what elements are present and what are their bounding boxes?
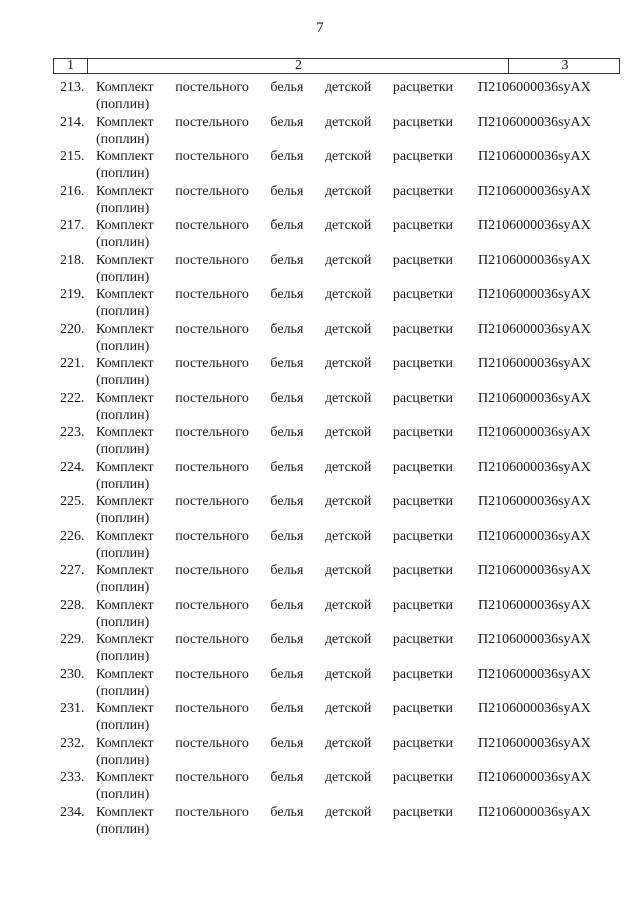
desc-word: постельного: [175, 528, 249, 544]
desc-word: Комплект: [96, 287, 154, 302]
desc-line-2: (поплин): [96, 683, 150, 699]
desc-word: Комплект: [96, 356, 154, 371]
desc-word: белья: [270, 149, 304, 164]
row-code: П2106000036syAX: [478, 459, 591, 475]
table-row: [0, 352, 640, 387]
desc-word: детской: [324, 735, 372, 751]
desc-word: расцветки: [392, 528, 453, 544]
desc-word: белья: [270, 287, 304, 302]
page-number: 7: [316, 20, 324, 36]
desc-line-2: (поплин): [96, 476, 150, 492]
row-description: [96, 735, 456, 769]
table-row: [0, 663, 640, 698]
row-number: 217.: [60, 218, 85, 233]
table-row: [0, 490, 640, 525]
row-number: 229.: [60, 632, 85, 647]
desc-line-2: (поплин): [96, 718, 150, 733]
desc-word: белья: [270, 701, 304, 716]
row-description: [96, 148, 456, 182]
desc-word: белья: [270, 80, 304, 95]
desc-word: белья: [270, 252, 304, 268]
row-number: 234.: [60, 804, 85, 820]
desc-word: расцветки: [392, 632, 453, 647]
desc-word: постельного: [175, 563, 249, 578]
desc-word: постельного: [175, 252, 249, 268]
row-description: [96, 769, 456, 803]
row-description: [96, 114, 456, 148]
desc-word: Комплект: [96, 390, 154, 406]
desc-word: детской: [324, 356, 372, 371]
row-description: [96, 597, 456, 631]
row-number: 225.: [60, 494, 85, 509]
desc-word: белья: [270, 563, 304, 578]
desc-word: Комплект: [96, 597, 154, 613]
table-row: [0, 766, 640, 801]
desc-word: расцветки: [392, 494, 453, 509]
desc-word: Комплект: [96, 701, 154, 716]
row-code: П2106000036syAX: [478, 183, 591, 199]
desc-word: постельного: [175, 114, 249, 130]
desc-word: детской: [324, 183, 372, 199]
desc-line-2: (поплин): [96, 787, 150, 802]
table-row: [0, 318, 640, 353]
desc-word: Комплект: [96, 666, 154, 682]
desc-word: белья: [270, 632, 304, 647]
row-code: П2106000036syAX: [478, 597, 591, 613]
table-row: [0, 387, 640, 422]
desc-word: постельного: [175, 183, 249, 199]
desc-word: постельного: [175, 459, 249, 475]
row-number: 219.: [60, 287, 85, 302]
desc-word: детской: [324, 80, 372, 95]
row-number: 214.: [60, 114, 85, 130]
row-code: П2106000036syAX: [478, 666, 591, 682]
desc-word: расцветки: [392, 770, 453, 785]
row-description: [96, 631, 456, 665]
row-description: [96, 700, 456, 734]
header-col-2: 2: [87, 58, 509, 74]
table-row: [0, 421, 640, 456]
desc-word: детской: [324, 321, 372, 337]
row-description: [96, 528, 456, 562]
desc-word: расцветки: [392, 356, 453, 371]
desc-word: расцветки: [392, 149, 453, 164]
row-description: [96, 562, 456, 596]
desc-word: детской: [324, 563, 372, 578]
desc-word: белья: [270, 597, 304, 613]
desc-line-2: (поплин): [96, 373, 150, 388]
row-code: П2106000036syAX: [478, 287, 591, 302]
row-number: 226.: [60, 528, 85, 544]
desc-word: Комплект: [96, 425, 154, 440]
row-code: П2106000036syAX: [478, 218, 591, 233]
row-description: [96, 424, 456, 458]
table-row: [0, 145, 640, 180]
desc-word: расцветки: [392, 459, 453, 475]
desc-word: белья: [270, 183, 304, 199]
row-description: [96, 79, 456, 113]
desc-word: детской: [324, 770, 372, 785]
row-code: П2106000036syAX: [478, 321, 591, 337]
desc-line-2: (поплин): [96, 235, 150, 250]
desc-word: белья: [270, 114, 304, 130]
desc-word: постельного: [175, 701, 249, 716]
row-code: П2106000036syAX: [478, 494, 591, 509]
desc-word: расцветки: [392, 597, 453, 613]
desc-word: Комплект: [96, 494, 154, 509]
desc-word: детской: [324, 528, 372, 544]
row-description: [96, 183, 456, 217]
desc-word: белья: [270, 356, 304, 371]
desc-word: белья: [270, 459, 304, 475]
row-code: П2106000036syAX: [478, 701, 591, 716]
desc-word: белья: [270, 528, 304, 544]
desc-word: Комплект: [96, 183, 154, 199]
desc-word: расцветки: [392, 80, 453, 95]
row-description: [96, 666, 456, 700]
desc-line-2: (поплин): [96, 580, 150, 595]
desc-line-2: (поплин): [96, 614, 150, 630]
row-number: 228.: [60, 597, 85, 613]
row-number: 215.: [60, 149, 85, 164]
table-row: [0, 249, 640, 284]
desc-word: постельного: [175, 494, 249, 509]
desc-line-2: (поплин): [96, 269, 150, 285]
desc-word: Комплект: [96, 149, 154, 164]
desc-word: Комплект: [96, 563, 154, 578]
table-body: [0, 76, 640, 835]
desc-word: белья: [270, 390, 304, 406]
desc-word: белья: [270, 666, 304, 682]
desc-word: детской: [324, 632, 372, 647]
table-row: [0, 628, 640, 663]
desc-line-2: (поплин): [96, 649, 150, 664]
table-row: [0, 180, 640, 215]
table-row: [0, 456, 640, 491]
desc-line-2: (поплин): [96, 511, 150, 526]
row-description: [96, 321, 456, 355]
desc-line-2: (поплин): [96, 131, 150, 147]
desc-line-2: (поплин): [96, 752, 150, 768]
row-number: 231.: [60, 701, 85, 716]
row-description: [96, 390, 456, 424]
header-col-1: 1: [67, 58, 74, 73]
desc-word: белья: [270, 494, 304, 509]
desc-word: расцветки: [392, 218, 453, 233]
desc-word: постельного: [175, 321, 249, 337]
header-col-3: 3: [508, 58, 621, 74]
table-row: [0, 214, 640, 249]
desc-word: белья: [270, 735, 304, 751]
row-description: [96, 217, 456, 251]
desc-word: Комплект: [96, 218, 154, 233]
desc-word: детской: [324, 425, 372, 440]
desc-line-2: (поплин): [96, 407, 150, 423]
desc-word: Комплект: [96, 735, 154, 751]
desc-word: детской: [324, 701, 372, 716]
row-code: П2106000036syAX: [478, 563, 591, 578]
desc-line-2: (поплин): [96, 821, 150, 837]
row-code: П2106000036syAX: [478, 804, 591, 820]
row-number: 224.: [60, 459, 85, 475]
table-row: [0, 732, 640, 767]
table-row: [0, 525, 640, 560]
desc-word: постельного: [175, 218, 249, 233]
desc-word: постельного: [175, 356, 249, 371]
table-row: [0, 594, 640, 629]
desc-word: расцветки: [392, 425, 453, 440]
desc-word: расцветки: [392, 804, 453, 820]
desc-word: детской: [324, 218, 372, 233]
desc-line-2: (поплин): [96, 304, 150, 319]
row-code: П2106000036syAX: [478, 114, 591, 130]
desc-word: детской: [324, 597, 372, 613]
row-code: П2106000036syAX: [478, 528, 591, 544]
row-number: 223.: [60, 425, 85, 440]
desc-line-2: (поплин): [96, 200, 150, 216]
desc-word: постельного: [175, 666, 249, 682]
desc-word: детской: [324, 459, 372, 475]
desc-word: постельного: [175, 390, 249, 406]
desc-word: расцветки: [392, 287, 453, 302]
row-number: 230.: [60, 666, 85, 682]
desc-word: постельного: [175, 735, 249, 751]
row-description: [96, 252, 456, 286]
desc-word: расцветки: [392, 666, 453, 682]
desc-word: детской: [324, 666, 372, 682]
desc-word: постельного: [175, 804, 249, 820]
row-code: П2106000036syAX: [478, 390, 591, 406]
row-description: [96, 804, 456, 838]
desc-line-2: (поплин): [96, 545, 150, 561]
desc-word: расцветки: [392, 183, 453, 199]
table-row: [0, 111, 640, 146]
desc-word: Комплект: [96, 80, 154, 95]
desc-word: постельного: [175, 149, 249, 164]
desc-word: постельного: [175, 287, 249, 302]
row-code: П2106000036syAX: [478, 632, 591, 647]
desc-word: расцветки: [392, 321, 453, 337]
desc-line-2: (поплин): [96, 442, 150, 457]
desc-word: детской: [324, 494, 372, 509]
desc-word: детской: [324, 149, 372, 164]
row-description: [96, 459, 456, 493]
row-number: 222.: [60, 390, 85, 406]
desc-word: Комплект: [96, 321, 154, 337]
desc-word: Комплект: [96, 770, 154, 785]
desc-word: Комплект: [96, 528, 154, 544]
row-code: П2106000036syAX: [478, 149, 591, 164]
row-code: П2106000036syAX: [478, 425, 591, 440]
row-number: 213.: [60, 80, 85, 95]
table-row: [0, 697, 640, 732]
row-number: 227.: [60, 563, 85, 578]
desc-word: Комплект: [96, 114, 154, 130]
desc-word: детской: [324, 804, 372, 820]
row-code: П2106000036syAX: [478, 770, 591, 785]
row-number: 232.: [60, 735, 85, 751]
desc-word: расцветки: [392, 252, 453, 268]
desc-word: постельного: [175, 597, 249, 613]
desc-word: расцветки: [392, 563, 453, 578]
desc-word: Комплект: [96, 252, 154, 268]
desc-word: Комплект: [96, 632, 154, 647]
row-number: 216.: [60, 183, 85, 199]
desc-word: постельного: [175, 770, 249, 785]
desc-word: постельного: [175, 632, 249, 647]
desc-word: Комплект: [96, 459, 154, 475]
desc-word: расцветки: [392, 701, 453, 716]
table-row: [0, 559, 640, 594]
row-description: [96, 355, 456, 389]
desc-word: детской: [324, 287, 372, 302]
desc-word: расцветки: [392, 390, 453, 406]
desc-word: белья: [270, 425, 304, 440]
table-header: [53, 58, 620, 74]
row-number: 220.: [60, 321, 85, 337]
desc-word: белья: [270, 218, 304, 233]
desc-word: расцветки: [392, 114, 453, 130]
table-row: [0, 801, 640, 836]
table-row: [0, 283, 640, 318]
table-row: [0, 76, 640, 111]
desc-word: белья: [270, 321, 304, 337]
desc-word: детской: [324, 390, 372, 406]
desc-word: белья: [270, 770, 304, 785]
row-code: П2106000036syAX: [478, 356, 591, 371]
desc-word: белья: [270, 804, 304, 820]
desc-word: Комплект: [96, 804, 154, 820]
row-number: 221.: [60, 356, 85, 371]
row-code: П2106000036syAX: [478, 735, 591, 751]
desc-word: расцветки: [392, 735, 453, 751]
row-code: П2106000036syAX: [478, 80, 591, 95]
desc-word: постельного: [175, 80, 249, 95]
desc-line-2: (поплин): [96, 97, 150, 112]
row-description: [96, 286, 456, 320]
row-code: П2106000036syAX: [478, 252, 591, 268]
desc-line-2: (поплин): [96, 338, 150, 354]
row-description: [96, 493, 456, 527]
row-number: 233.: [60, 770, 85, 785]
row-number: 218.: [60, 252, 85, 268]
desc-line-2: (поплин): [96, 166, 150, 181]
desc-word: детской: [324, 252, 372, 268]
desc-word: постельного: [175, 425, 249, 440]
desc-word: детской: [324, 114, 372, 130]
